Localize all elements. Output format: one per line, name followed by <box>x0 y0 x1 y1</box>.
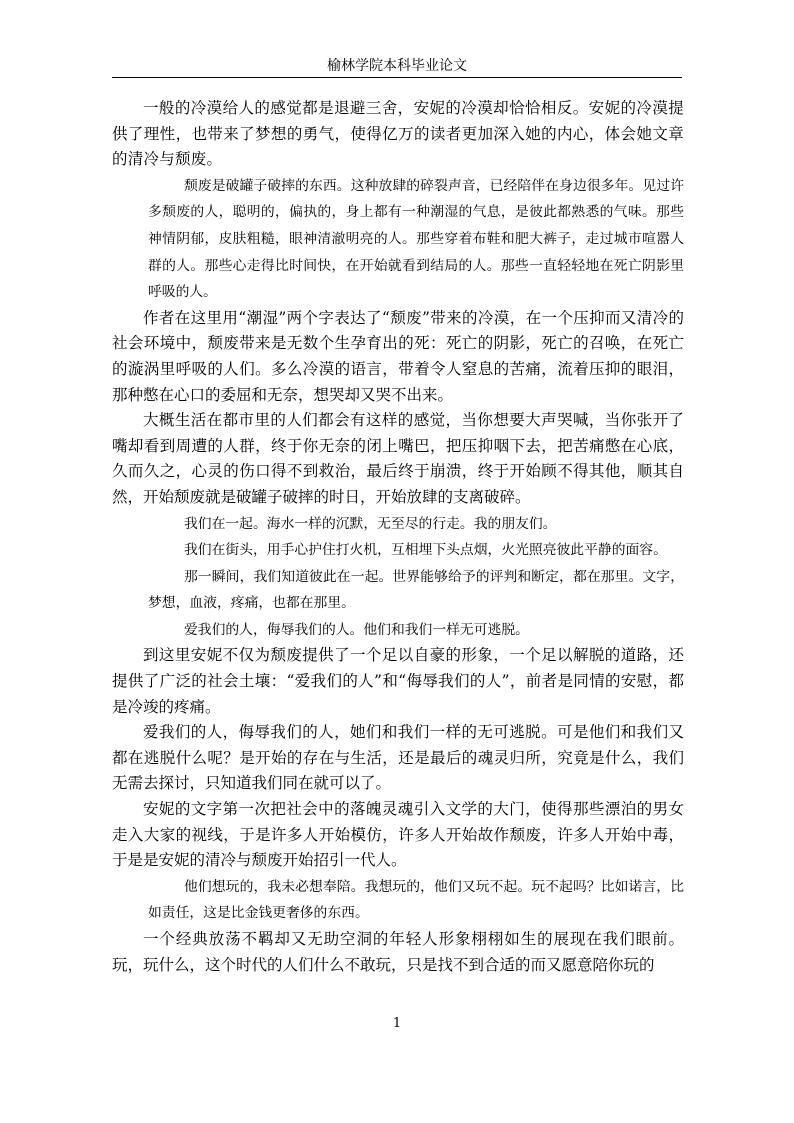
paragraph: 一个经典放荡不羁却又无助空洞的年轻人形象栩栩如生的展现在我们眼前。玩，玩什么，这个时代的人们什么不敢玩，只是找不到合适的而又愿意陪你玩的 <box>112 930 684 974</box>
block-quote: 我们在一起。海水一样的沉默，无至尽的行走。我的朋友们。 <box>184 515 557 532</box>
page-header: 榆林学院本科毕业论文 <box>327 58 467 74</box>
page-number: 1 <box>392 1016 402 1031</box>
block-quote: 爱我们的人，侮辱我们的人。他们和我们一样无可逃脱。 <box>184 621 529 638</box>
paragraph: 安妮的文字第一次把社会中的落魄灵魂引入文学的大门，使得那些漂泊的男女走入大家的视线，于是许多人开始模仿，许多人开始故作颓废，许多人开始中毒，于是是安妮的清冷与颓废开始招引一代人。 <box>112 800 684 870</box>
header-rule <box>112 77 682 78</box>
block-quote: 我们在街头，用手心护住打火机，互相埋下头点烟，火光照亮彼此平静的面容。 <box>184 542 667 559</box>
paragraph: 爱我们的人，侮辱我们的人，她们和我们一样的无可逃脱。可是他们和我们又都在逃脱什么呢？是开始的存在与生活，还是最后的魂灵归所，究竟是什么，我们无需去探讨，只知道我们同在就可以了。 <box>112 723 684 793</box>
body-text <box>112 96 684 978</box>
block-quote: 颓废是破罐子破摔的东西。这种放肆的碎裂声音，已经陪伴在身边很多年。见过许多颓废的人，聪明的，偏执的，身上都有一种潮湿的气息，是彼此都熟悉的气味。那些神情阴郁，皮肤粗糙，眼神清澈明亮的人。那些穿着布鞋和肥大裤子，走过城市喧嚣人群的人。那些心走得比时间快，在开始就看到结局的人。那些一直轻轻地在死亡阴影里呼吸的人。 <box>148 177 684 301</box>
block-quote: 他们想玩的，我未必想奉陪。我想玩的，他们又玩不起。玩不起吗？比如诺言，比如责任，这是比金钱更奢侈的东西。 <box>148 878 684 922</box>
paragraph: 一般的冷漠给人的感觉都是退避三舍，安妮的冷漠却恰恰相反。安妮的冷漠提供了理性，也带来了梦想的勇气，使得亿万的读者更加深入她的内心，体会她文章的清冷与颓废。 <box>112 99 684 169</box>
paragraph: 大概生活在都市里的人们都会有这样的感觉，当你想要大声哭喊，当你张开了嘴却看到周遭的人群，终于你无奈的闭上嘴巴，把压抑咽下去，把苦痛憋在心底，久而久之，心灵的伤口得不到救治，最后终于崩溃，终于开始顾不得其他，顺其自然，开始颓废就是破罐子破摔的时日，开始放肆的支离破碎。 <box>112 411 684 506</box>
paragraph: 作者在这里用“潮湿”两个字表达了“颓废”带来的冷漠，在一个压抑而又清冷的社会环境中，颓废带来是无数个生孕育出的死：死亡的阴影，死亡的召唤，在死亡的漩涡里呼吸的人们。多么冷漠的语言，带着令人窒息的苦痛，流着压抑的眼泪，那种憋在心口的委屈和无奈，想哭却又哭不出来。 <box>112 308 684 404</box>
block-quote: 那一瞬间，我们知道彼此在一起。世界能够给予的评判和断定，都在那里。文字，梦想，血液，疼痛，也都在那里。 <box>148 568 684 612</box>
paragraph: 到这里安妮不仅为颓废提供了一个足以自豪的形象，一个足以解脱的道路，还提供了广泛的社会土壤：“爱我们的人”和“侮辱我们的人”，前者是同情的安慰，都是冷竣的疼痛。 <box>112 646 684 716</box>
